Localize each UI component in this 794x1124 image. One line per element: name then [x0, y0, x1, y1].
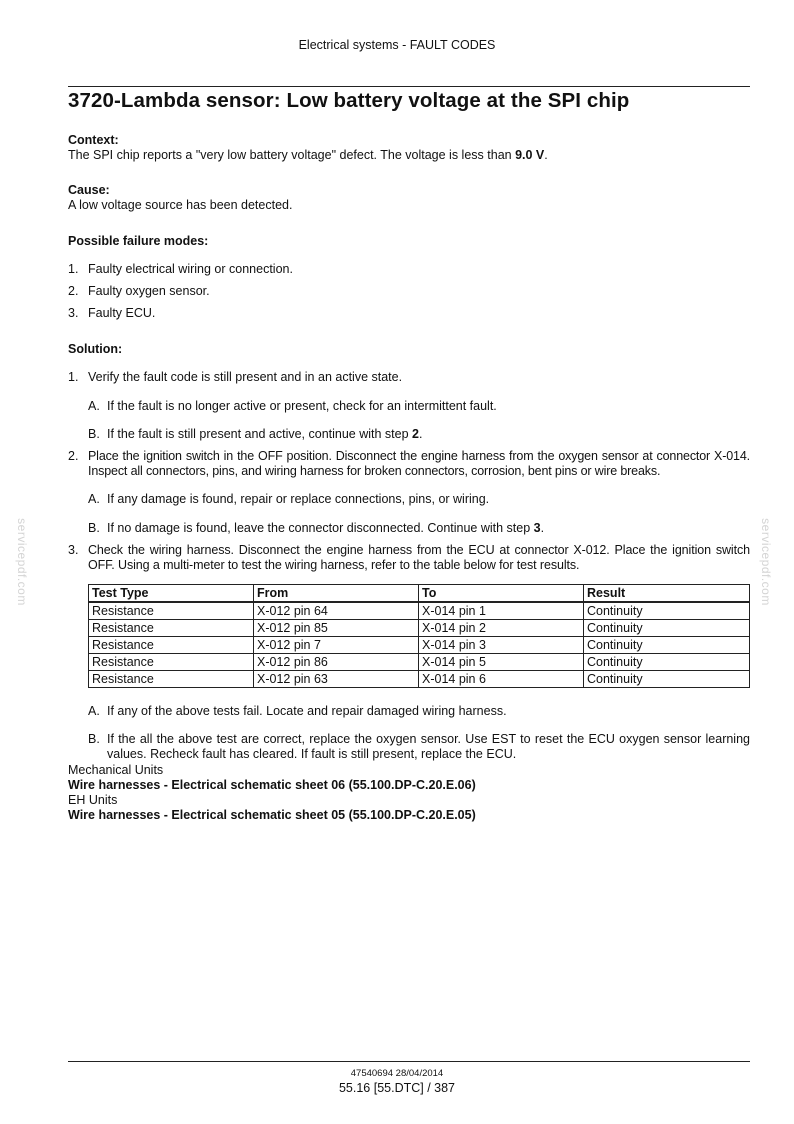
reference-unit-eh: EH Units — [68, 793, 118, 807]
table-cell: Resistance — [89, 602, 254, 620]
table-cell: X-014 pin 3 — [419, 637, 584, 654]
table-cell: X-014 pin 6 — [419, 671, 584, 688]
table-row — [89, 620, 750, 637]
table-row — [89, 654, 750, 671]
reference-link-sheet-05[interactable]: Wire harnesses - Electrical schematic sheet 05 (55.100.DP-C.20.E.05) — [68, 808, 476, 822]
solution-heading: Solution: — [68, 342, 123, 356]
voltage-value: 9.0 V — [515, 148, 545, 162]
table-cell: X-012 pin 64 — [254, 602, 419, 620]
table-cell: Resistance — [89, 654, 254, 671]
table-cell: X-012 pin 85 — [254, 620, 419, 637]
watermark-left: servicepdf.com — [14, 518, 29, 606]
table-cell: Continuity — [584, 637, 750, 654]
table-row — [89, 602, 750, 620]
table-cell: Continuity — [584, 602, 750, 620]
page-title: 3720-Lambda sensor: Low battery voltage at the SPI chip — [68, 89, 630, 112]
reference-link-sheet-06[interactable]: Wire harnesses - Electrical schematic sheet 06 (55.100.DP-C.20.E.06) — [68, 778, 476, 792]
footer-rule — [68, 1061, 750, 1062]
column-header: Test Type — [89, 585, 254, 603]
table-cell: Continuity — [584, 654, 750, 671]
context-text: The SPI chip reports a "very low battery voltage" defect. The voltage is less than 9.0 V. — [68, 148, 548, 162]
column-header: From — [254, 585, 419, 603]
table-cell: X-014 pin 1 — [419, 602, 584, 620]
header-rule — [68, 86, 750, 87]
failure-modes-heading: Possible failure modes: — [68, 234, 209, 248]
page-header: Electrical systems - FAULT CODES — [298, 38, 496, 52]
footer-page-number: 55.16 [55.DTC] / 387 — [338, 1081, 456, 1095]
table-cell: Resistance — [89, 620, 254, 637]
table-cell: X-012 pin 7 — [254, 637, 419, 654]
table-row — [89, 671, 750, 688]
cause-text: A low voltage source has been detected. — [68, 198, 293, 212]
footer-doc-info: 47540694 28/04/2014 — [350, 1068, 444, 1079]
table-cell: Resistance — [89, 671, 254, 688]
table-cell: Continuity — [584, 620, 750, 637]
table-header-row — [89, 585, 750, 603]
watermark-right: servicepdf.com — [758, 518, 773, 606]
table-cell: X-012 pin 86 — [254, 654, 419, 671]
table-cell: Resistance — [89, 637, 254, 654]
column-header: Result — [584, 585, 750, 603]
table-cell: X-014 pin 2 — [419, 620, 584, 637]
reference-unit-mechanical: Mechanical Units — [68, 763, 164, 777]
column-header: To — [419, 585, 584, 603]
table-row — [89, 637, 750, 654]
table-cell: X-012 pin 63 — [254, 671, 419, 688]
context-heading: Context: — [68, 133, 119, 147]
cause-heading: Cause: — [68, 183, 110, 197]
test-results-table — [88, 584, 750, 688]
table-cell: Continuity — [584, 671, 750, 688]
table-cell: X-014 pin 5 — [419, 654, 584, 671]
